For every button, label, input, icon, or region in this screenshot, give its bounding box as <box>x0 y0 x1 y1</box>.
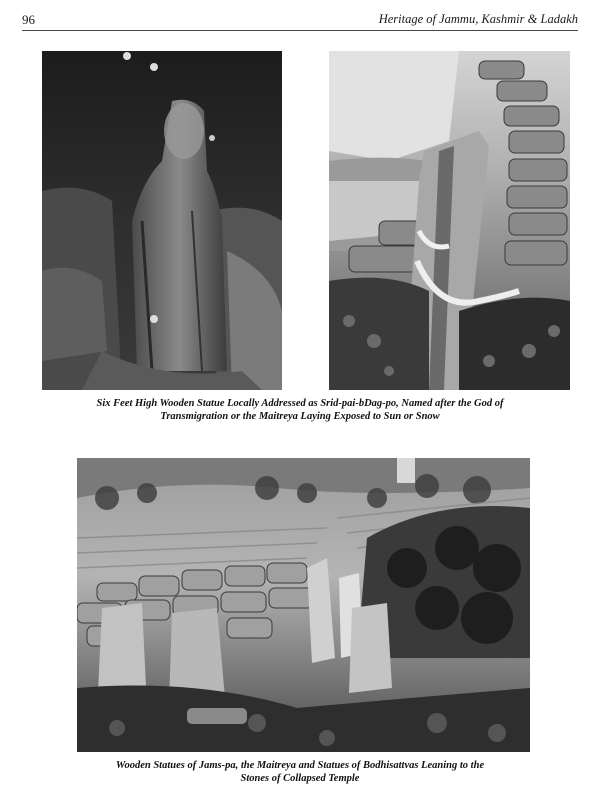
caption-line: Six Feet High Wooden Statue Locally Addressed as Srid-pai-bDag-po, Named after the God of <box>96 398 504 409</box>
photo-wooden-statue-cave <box>42 51 282 390</box>
header-rule <box>22 30 578 31</box>
figure-caption <box>50 397 550 423</box>
caption-line: Stones of Collapsed Temple <box>240 773 360 784</box>
page-header <box>22 12 578 32</box>
running-title: Heritage of Jammu, Kashmir & Ladakh <box>378 12 578 26</box>
caption-line: Wooden Statues of Jams-pa, the Maitreya and Statues of Bodhisattvas Leaning to the <box>115 760 485 771</box>
page-number: 96 <box>22 12 35 27</box>
photo-wooden-statue-exposed <box>329 51 570 390</box>
photo-collapsed-temple-statues <box>77 458 530 752</box>
caption-line: Transmigration or the Maitreya Laying Exposed to Sun or Snow <box>160 411 440 422</box>
figure-caption <box>60 759 540 785</box>
